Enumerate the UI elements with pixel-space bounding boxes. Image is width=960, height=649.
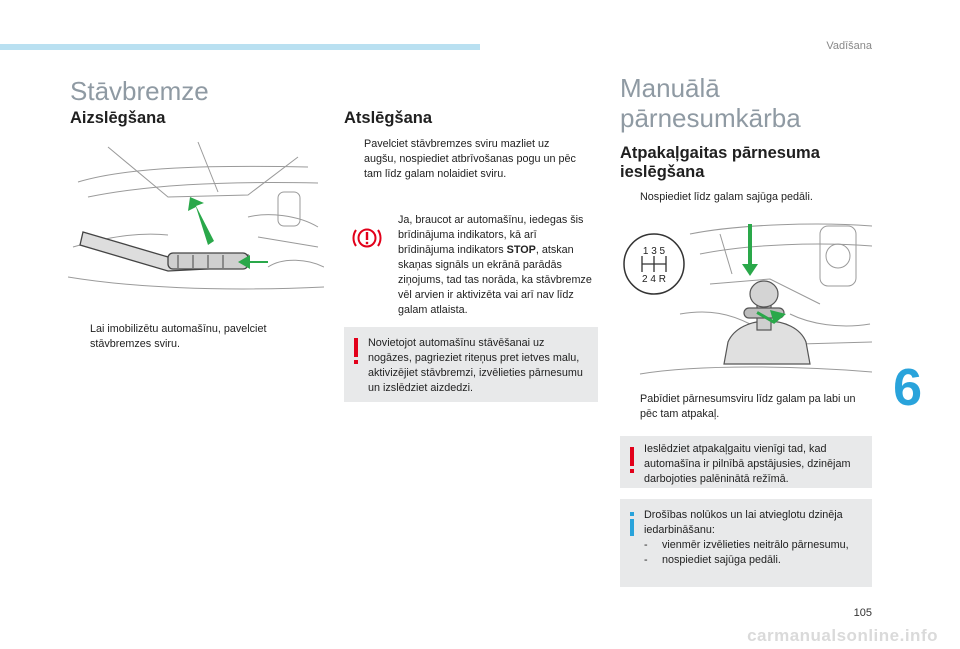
warning-icon-dot <box>630 469 634 473</box>
reverse-step-2-text: Pabīdiet pārnesumsviru līdz galam pa labi un pēc tam atpakaļ. <box>640 393 856 420</box>
reverse-warning-text: Ieslēdziet atpakaļgaitu vienīgi tad, kad automašīna ir pilnībā apstājusies, dzinējam darbojoties palēninātā režīmā. <box>644 443 851 485</box>
section-label: Vadīšana <box>826 40 872 52</box>
list-item <box>644 538 864 553</box>
top-accent-bar <box>0 44 480 50</box>
apply-instruction <box>70 322 310 352</box>
parking-slope-warning-box <box>344 327 598 402</box>
heading-release: Atslēgšana <box>344 109 433 127</box>
page-number: 105 <box>853 607 872 619</box>
warning-icon-dot <box>354 360 358 364</box>
page-title-gearbox-line2: pārnesumkārba <box>620 103 801 133</box>
heading-reverse-line1: Atpakaļgaitas pārnesuma <box>620 144 820 162</box>
watermark[interactable]: carmanualsonline.info <box>747 626 938 645</box>
parking-brake-illustration <box>68 137 324 307</box>
alert-text-after: , atskan skaņas signāls un ekrānā parādās ziņojums, tad tas norāda, ka stāvbremze vēl arvien ir aktivizēta vai arī nav līdz galam atlaista. <box>398 244 592 316</box>
reverse-warning-box <box>620 436 872 488</box>
alert-text-before: Ja, braucot ar automašīnu, iedegas šis brīdinājuma indikators, kā arī brīdinājuma indikators <box>398 214 584 256</box>
alert-text-stop: STOP <box>506 244 536 256</box>
page-title-parking-brake: Stāvbremze <box>70 76 209 106</box>
reverse-step-1-text: Nospiediet līdz galam sajūga pedāli. <box>640 191 813 203</box>
safety-info-intro: Drošības nolūkos un lai atvieglotu dzinēja iedarbināšanu: <box>644 509 843 536</box>
apply-text: Lai imobilizētu automašīnu, pavelciet stāvbremzes sviru. <box>90 323 267 350</box>
reverse-step-1 <box>620 190 870 205</box>
gear-pattern-bottom: 2 4 R <box>642 274 666 285</box>
list-item-text: vienmēr izvēlieties neitrālo pārnesumu, <box>662 539 849 551</box>
release-instruction <box>344 137 584 182</box>
brake-alert-text <box>398 213 594 318</box>
warning-icon <box>630 447 634 466</box>
safety-info-box <box>620 499 872 587</box>
reverse-step-2 <box>620 392 870 422</box>
list-dash: - <box>644 539 648 551</box>
heading-apply: Aizslēgšana <box>70 109 166 127</box>
gear-pattern-top: 1 3 5 <box>642 246 666 257</box>
chapter-number: 6 <box>893 359 922 417</box>
list-item <box>644 553 864 568</box>
release-text: Pavelciet stāvbremzes sviru mazliet uz augšu, nospiediet atbrīvošanas pogu un pēc tam līdz galam nolaidiet sviru. <box>364 138 576 180</box>
page-title-gearbox-line1: Manuālā <box>620 73 720 103</box>
brake-warning-indicator-icon <box>351 222 383 254</box>
parking-slope-warning-text: Novietojot automašīnu stāvēšanai uz nogāzes, pagrieziet riteņus pret ietves malu, aktivizējiet stāvbremzi, izvēlieties pārnesumu un izslēdziet aizdedzi. <box>368 337 583 394</box>
gear-lever-illustration <box>620 214 872 384</box>
heading-reverse-line2: ieslēgšana <box>620 163 705 181</box>
warning-icon <box>354 338 358 357</box>
info-icon-stem <box>630 519 634 536</box>
list-dash: - <box>644 554 648 566</box>
info-icon <box>630 512 634 516</box>
list-item-text: nospiediet sajūga pedāli. <box>662 554 781 566</box>
